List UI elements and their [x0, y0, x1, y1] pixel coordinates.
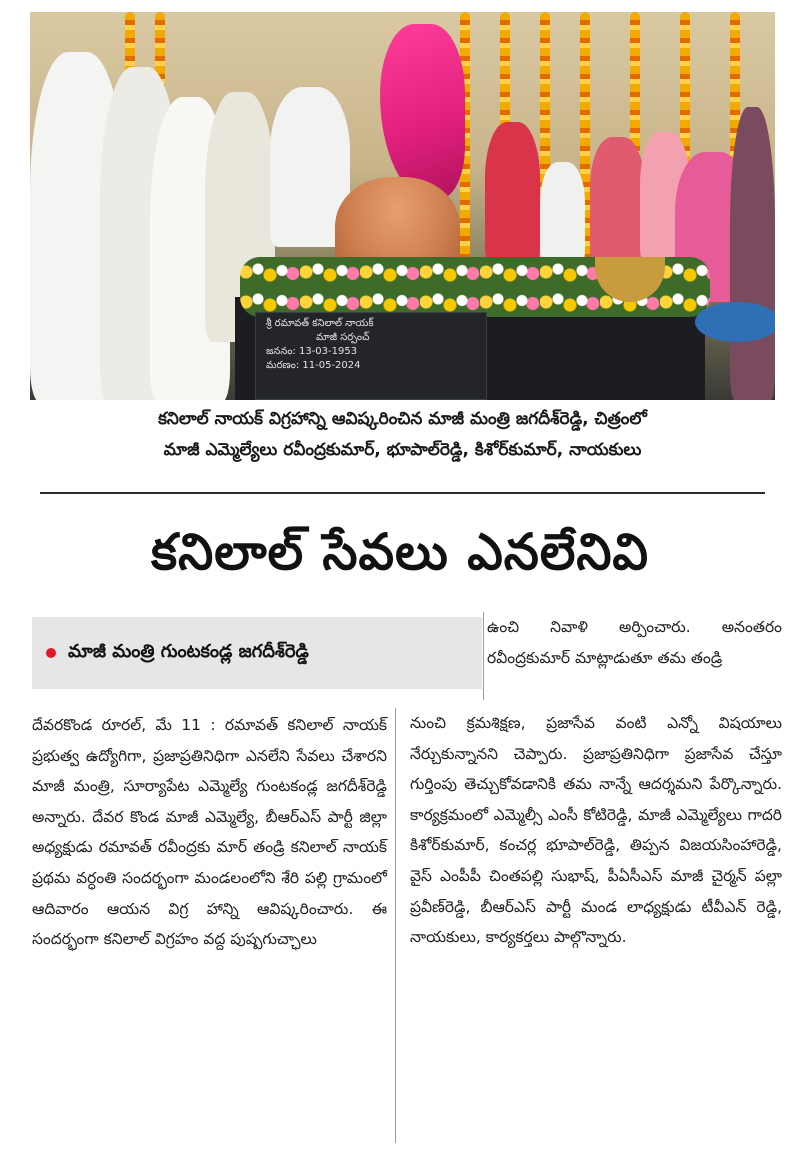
plaque-line: మాజీ సర్పంచ్	[316, 332, 370, 343]
article-body-left: దేవరకొండ రూరల్, మే 11 : రమావత్ కనిలాల్ నాయక్ ప్రభుత్వ ఉద్యోగిగా, ప్రజాప్రతినిధిగా ఎనలేని సేవలు చేశారని మాజీ మంత్రి, సూర్యాపేట ఎమ్మెల్యే గుంటకండ్ల జగదీశ్‌రెడ్డి అన్నారు. దేవర కొండ మాజీ ఎమ్మెల్యే, బీఆర్‌ఎస్ పార్టీ జిల్లా అధ్యక్షుడు రమావత్ రవీంద్రకు మార్ తండ్రి కనిలాల్ నాయక్ ప్రథమ వర్ధంతి సందర్భంగా మండలంలోని శేరి పల్లి గ్రామంలో ఆదివారం ఆయన విగ్ర హాన్ని ఆవిష్కరించారు. ఈ సందర్భంగా కనిలాల్ విగ్రహం వద్ద పుష్పగుచ్ఛాలు	[32, 716, 387, 949]
article-body-right-top: ఉంచి నివాళి అర్పించారు. అనంతరం రవీంద్రకుమార్ మాట్లాడుతూ తమ తండ్రి	[487, 618, 782, 667]
column-divider	[395, 708, 396, 1143]
column-divider	[483, 612, 484, 700]
subhead-text: మాజీ మంత్రి గుంటకండ్ల జగదీశ్‌రెడ్డి	[68, 640, 309, 662]
caption-line-1: కనిలాల్ నాయక్ విగ్రహాన్ని ఆవిష్కరించిన మాజీ మంత్రి జగదీశ్‌రెడ్డి, చిత్రంలో	[158, 409, 647, 429]
person-figure	[540, 162, 585, 262]
article-body-right: నుంచి క్రమశిక్షణ, ప్రజాసేవ వంటి ఎన్నో విషయాలు నేర్చుకున్నానని చెప్పారు. ప్రజాప్రతినిధిగా ప్రజాసేవ చేస్తూ గుర్తింపు తెచ్చుకోవడానికి తమ నాన్నే ఆదర్శమని పేర్కొన్నారు. కార్యక్రమంలో ఎమ్మెల్సీ ఎంసీ కోటిరెడ్డి, మాజీ ఎమ్మెల్యేలు గాదరి కిశోర్‌కుమార్, కంచర్ల భూపాల్‌రెడ్డి, తిప్పన విజయసింహారెడ్డి, వైస్ ఎంపీపీ చింతపల్లి సుభాష్, పీఏసీఎస్ మాజీ చైర్మన్ పల్లా ప్రవీణ్‌రెడ్డి, బీఆర్‌ఎస్ పార్టీ మండ లాధ్యక్షుడు టీవీఎన్ రెడ్డి, నాయకులు, కార్యకర్తలు పాల్గొన్నారు.	[410, 714, 782, 947]
news-photo	[30, 12, 775, 400]
person-figure	[590, 137, 645, 262]
photo-caption	[40, 404, 765, 466]
plaque-line: శ్రీ రమావత్ కనిలాల్ నాయక్	[266, 318, 374, 329]
bullet-icon	[46, 648, 56, 658]
person-figure	[485, 122, 540, 262]
caption-line-2: మాజీ ఎమ్మెల్యేలు రవీంద్రకుమార్, భూపాల్‌రెడ్డి, కిశోర్‌కుమార్, నాయకులు	[163, 440, 642, 460]
caption-divider	[40, 492, 765, 494]
plaque-line: జననం: 13-03-1953	[266, 346, 358, 357]
unveiling-cloth	[380, 24, 465, 199]
memorial-plaque	[255, 312, 487, 400]
person-figure	[730, 107, 775, 400]
plaque-line: మరణం: 11-05-2024	[266, 360, 361, 371]
article-headline: కనిలాల్ సేవలు ఎనలేనివి	[151, 523, 649, 581]
article-subhead	[32, 617, 482, 689]
flower-plate	[695, 302, 775, 342]
